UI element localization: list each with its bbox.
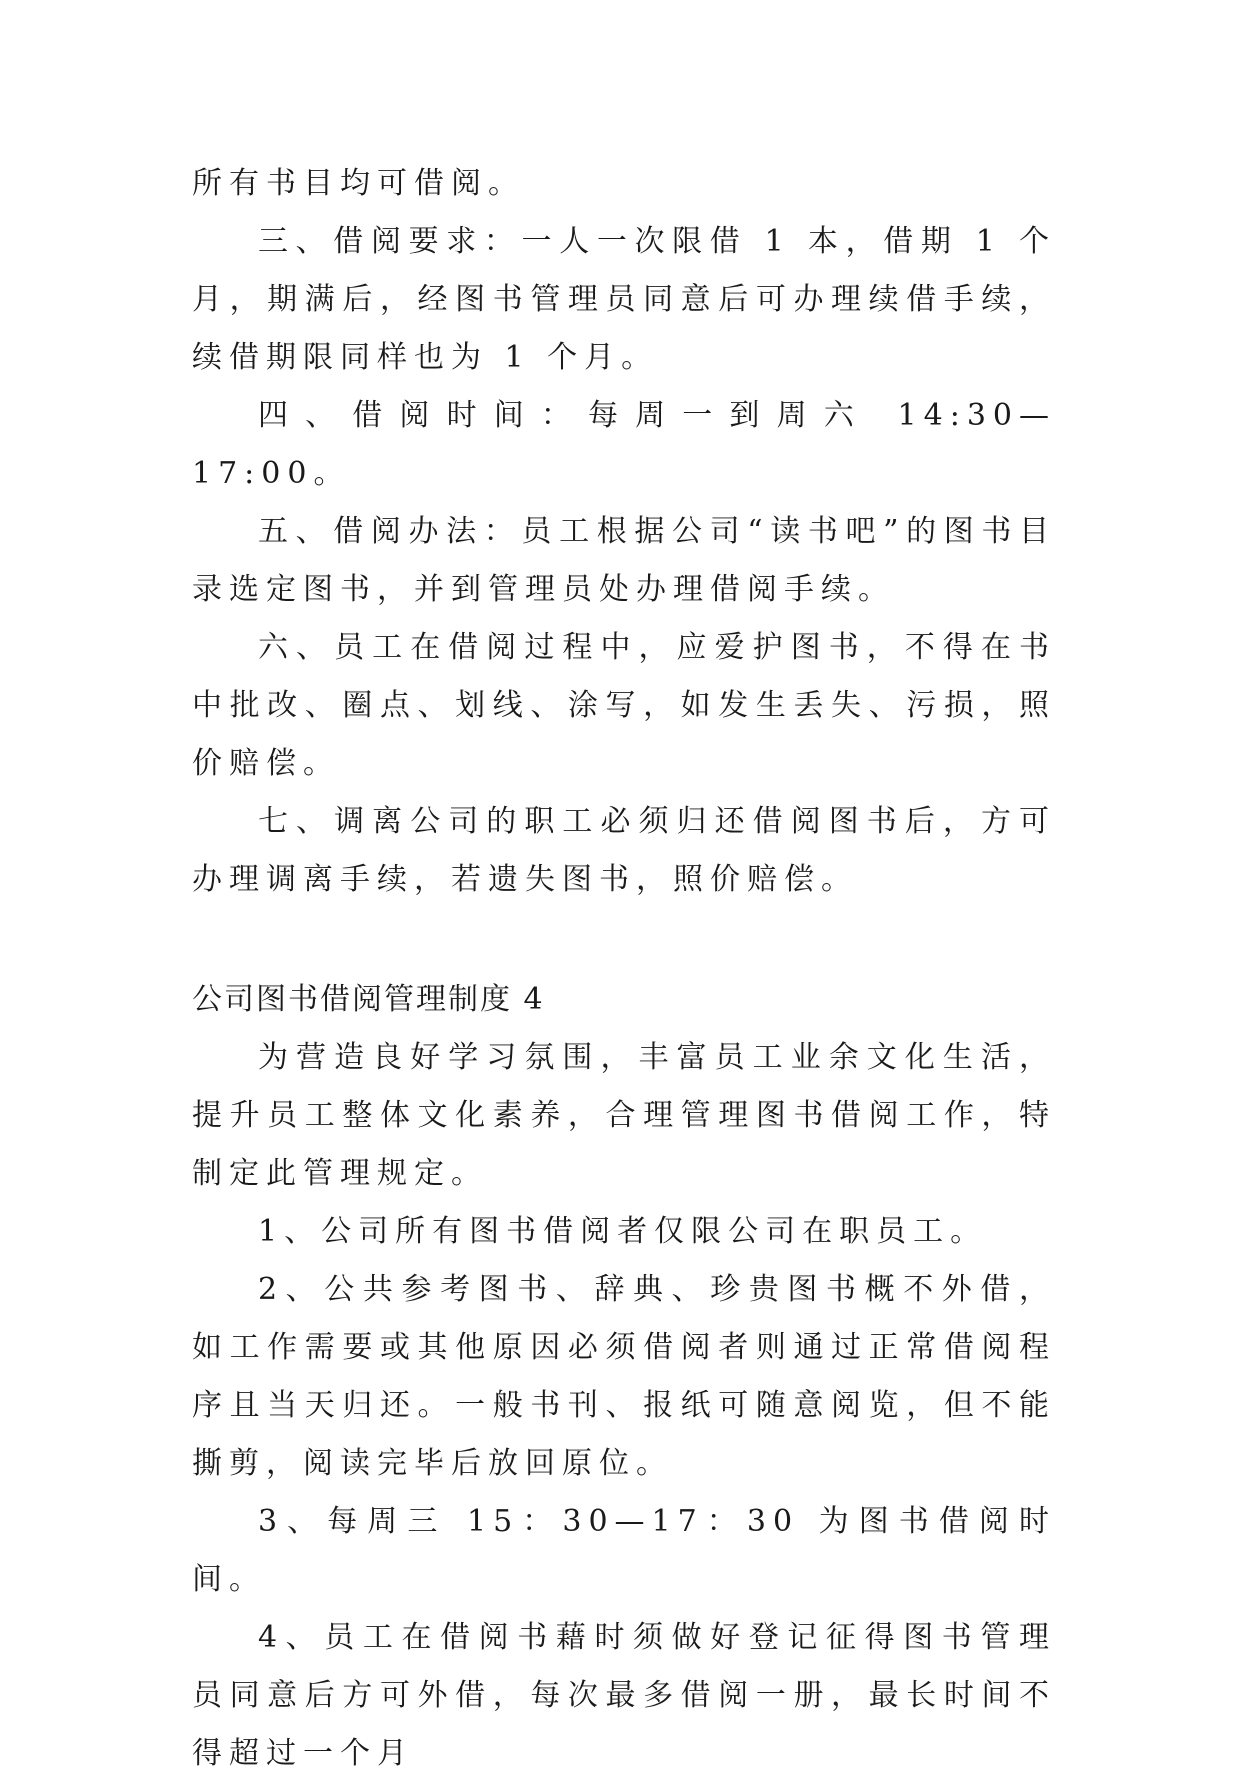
- document-body: [192, 155, 1056, 1783]
- paragraph-10: 3、每周三 15：30—17：30 为图书借阅时间。: [192, 1504, 1056, 1597]
- paragraph-5: 六、员工在借阅过程中，应爱护图书，不得在书中批改、圈点、划线、涂写，如发生丢失、污损，照价赔偿。: [192, 630, 1056, 781]
- paragraph-4: 五、借阅办法：员工根据公司“读书吧”的图书目录选定图书，并到管理员处办理借阅手续。: [192, 514, 1056, 607]
- paragraph-7: 为营造良好学习氛围，丰富员工业余文化生活，提升员工整体文化素养，合理管理图书借阅工作，特制定此管理规定。: [192, 1040, 1056, 1191]
- paragraph-3: 四、借阅时间：每周一到周六 14:30—17:00。: [192, 398, 1056, 491]
- section-title: 公司图书借阅管理制度 4: [192, 982, 545, 1017]
- paragraph-6: 七、调离公司的职工必须归还借阅图书后，方可办理调离手续，若遗失图书，照价赔偿。: [192, 804, 1056, 897]
- paragraph-11: 4、员工在借阅书藉时须做好登记征得图书管理员同意后方可外借，每次最多借阅一册，最长时间不得超过一个月: [192, 1620, 1056, 1771]
- paragraph-9: 2、公共参考图书、辞典、珍贵图书概不外借，如工作需要或其他原因必须借阅者则通过正常借阅程序且当天归还。一般书刊、报纸可随意阅览，但不能撕剪，阅读完毕后放回原位。: [192, 1272, 1056, 1481]
- paragraph-8: 1、公司所有图书借阅者仅限公司在职员工。: [258, 1214, 988, 1249]
- paragraph-1: 所有书目均可借阅。: [192, 166, 525, 201]
- paragraph-2: 三、借阅要求：一人一次限借 1 本，借期 1 个月，期满后，经图书管理员同意后可办理续借手续，续借期限同样也为 1 个月。: [192, 224, 1056, 375]
